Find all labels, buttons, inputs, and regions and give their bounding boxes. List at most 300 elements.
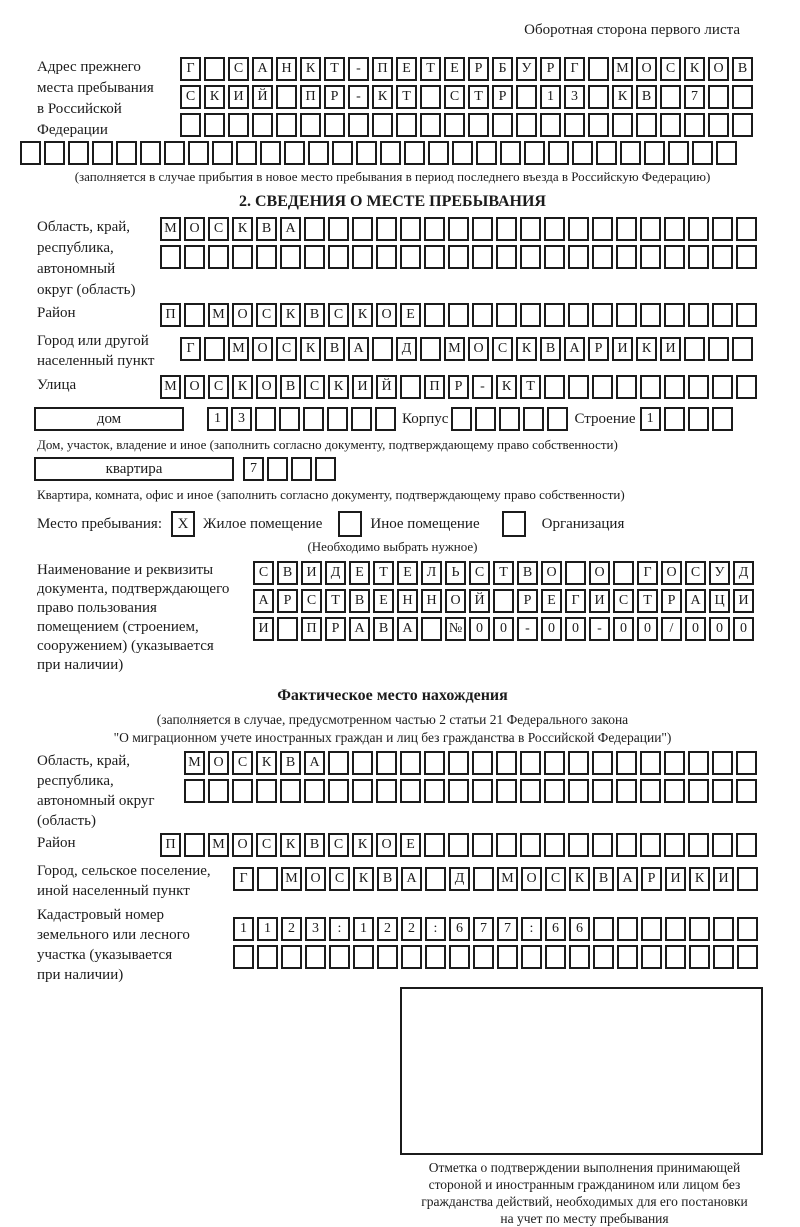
char-cell[interactable] (616, 751, 637, 775)
char-cell[interactable] (303, 407, 324, 431)
char-cell[interactable] (260, 141, 281, 165)
char-cell[interactable] (208, 779, 229, 803)
char-cell[interactable]: О (208, 751, 229, 775)
char-cell[interactable]: В (732, 57, 753, 81)
char-cell[interactable] (665, 917, 686, 941)
char-cell[interactable]: М (612, 57, 633, 81)
char-cell[interactable]: / (661, 617, 682, 641)
char-cell[interactable] (692, 141, 713, 165)
char-cell[interactable] (568, 245, 589, 269)
char-cell[interactable] (544, 217, 565, 241)
char-cell[interactable] (520, 303, 541, 327)
char-cell[interactable] (668, 141, 689, 165)
char-cell[interactable] (400, 217, 421, 241)
char-cell[interactable]: С (232, 751, 253, 775)
char-cell[interactable] (233, 945, 254, 969)
char-cell[interactable]: К (328, 375, 349, 399)
char-cell[interactable] (400, 751, 421, 775)
char-cell[interactable]: В (373, 617, 394, 641)
char-cell[interactable]: О (661, 561, 682, 585)
char-cell[interactable] (548, 141, 569, 165)
char-cell[interactable]: Р (641, 867, 662, 891)
char-cell[interactable]: К (280, 833, 301, 857)
char-cell[interactable] (544, 751, 565, 775)
char-cell[interactable]: А (617, 867, 638, 891)
char-cell[interactable] (257, 867, 278, 891)
char-cell[interactable]: Р (324, 85, 345, 109)
char-cell[interactable]: - (517, 617, 538, 641)
char-cell[interactable] (267, 457, 288, 481)
char-cell[interactable]: Т (637, 589, 658, 613)
char-cell[interactable]: 0 (565, 617, 586, 641)
char-cell[interactable] (708, 113, 729, 137)
char-cell[interactable]: 0 (685, 617, 706, 641)
char-cell[interactable] (641, 945, 662, 969)
char-cell[interactable]: И (612, 337, 633, 361)
char-cell[interactable] (421, 617, 442, 641)
s2-rayon-row[interactable] (160, 303, 760, 327)
char-cell[interactable] (689, 917, 710, 941)
char-cell[interactable] (448, 245, 469, 269)
char-cell[interactable] (520, 751, 541, 775)
char-cell[interactable] (304, 779, 325, 803)
char-cell[interactable] (572, 141, 593, 165)
char-cell[interactable] (496, 217, 517, 241)
char-cell[interactable] (500, 141, 521, 165)
char-cell[interactable]: В (593, 867, 614, 891)
char-cell[interactable] (640, 245, 661, 269)
char-cell[interactable] (324, 113, 345, 137)
char-cell[interactable]: 3 (564, 85, 585, 109)
char-cell[interactable] (140, 141, 161, 165)
char-cell[interactable] (521, 945, 542, 969)
char-cell[interactable]: М (444, 337, 465, 361)
char-cell[interactable]: К (300, 337, 321, 361)
char-cell[interactable]: 2 (281, 917, 302, 941)
char-cell[interactable]: 6 (449, 917, 470, 941)
char-cell[interactable] (232, 245, 253, 269)
doc-row-3[interactable] (253, 617, 757, 641)
char-cell[interactable]: М (497, 867, 518, 891)
char-cell[interactable]: О (445, 589, 466, 613)
char-cell[interactable]: М (184, 751, 205, 775)
char-cell[interactable]: Н (276, 57, 297, 81)
char-cell[interactable]: Т (324, 57, 345, 81)
char-cell[interactable]: О (541, 561, 562, 585)
char-cell[interactable] (568, 779, 589, 803)
char-cell[interactable] (545, 945, 566, 969)
char-cell[interactable] (736, 833, 757, 857)
char-cell[interactable] (496, 245, 517, 269)
char-cell[interactable]: Г (180, 57, 201, 81)
char-cell[interactable] (472, 217, 493, 241)
char-cell[interactable] (688, 833, 709, 857)
f-oblast-row-2[interactable] (184, 779, 760, 803)
char-cell[interactable] (356, 141, 377, 165)
char-cell[interactable]: К (636, 337, 657, 361)
char-cell[interactable] (732, 337, 753, 361)
char-cell[interactable]: У (516, 57, 537, 81)
stroenie-cells[interactable] (640, 407, 736, 431)
char-cell[interactable] (473, 867, 494, 891)
f-gorod-row[interactable] (233, 867, 761, 891)
char-cell[interactable]: И (589, 589, 610, 613)
char-cell[interactable]: П (301, 617, 322, 641)
char-cell[interactable]: 0 (637, 617, 658, 641)
char-cell[interactable] (640, 779, 661, 803)
char-cell[interactable] (315, 457, 336, 481)
char-cell[interactable] (400, 375, 421, 399)
char-cell[interactable] (708, 337, 729, 361)
char-cell[interactable] (520, 245, 541, 269)
char-cell[interactable]: Е (349, 561, 370, 585)
char-cell[interactable]: : (329, 917, 350, 941)
char-cell[interactable] (664, 245, 685, 269)
char-cell[interactable] (444, 113, 465, 137)
char-cell[interactable]: 0 (541, 617, 562, 641)
char-cell[interactable]: С (545, 867, 566, 891)
char-cell[interactable]: Т (373, 561, 394, 585)
char-cell[interactable]: О (184, 217, 205, 241)
char-cell[interactable] (736, 751, 757, 775)
char-cell[interactable] (640, 303, 661, 327)
char-cell[interactable]: Д (733, 561, 754, 585)
char-cell[interactable] (712, 833, 733, 857)
char-cell[interactable]: К (204, 85, 225, 109)
char-cell[interactable]: 1 (640, 407, 661, 431)
char-cell[interactable]: Й (252, 85, 273, 109)
char-cell[interactable] (737, 867, 758, 891)
char-cell[interactable]: С (304, 375, 325, 399)
char-cell[interactable]: О (305, 867, 326, 891)
char-cell[interactable]: 0 (469, 617, 490, 641)
char-cell[interactable]: О (636, 57, 657, 81)
char-cell[interactable]: М (160, 375, 181, 399)
char-cell[interactable] (328, 751, 349, 775)
char-cell[interactable] (279, 407, 300, 431)
char-cell[interactable] (732, 113, 753, 137)
char-cell[interactable] (636, 113, 657, 137)
s2-gorod-row[interactable] (180, 337, 756, 361)
char-cell[interactable]: М (281, 867, 302, 891)
char-cell[interactable] (664, 407, 685, 431)
char-cell[interactable]: В (324, 337, 345, 361)
char-cell[interactable]: Р (448, 375, 469, 399)
char-cell[interactable]: Й (376, 375, 397, 399)
char-cell[interactable] (20, 141, 41, 165)
char-cell[interactable] (277, 617, 298, 641)
char-cell[interactable] (44, 141, 65, 165)
char-cell[interactable] (592, 779, 613, 803)
f-rayon-row[interactable] (160, 833, 760, 857)
char-cell[interactable] (352, 779, 373, 803)
char-cell[interactable]: 2 (401, 917, 422, 941)
char-cell[interactable]: А (349, 617, 370, 641)
char-cell[interactable] (424, 303, 445, 327)
char-cell[interactable] (592, 245, 613, 269)
char-cell[interactable] (425, 867, 446, 891)
prev-address-row-4[interactable] (20, 141, 765, 165)
char-cell[interactable] (352, 217, 373, 241)
char-cell[interactable] (493, 589, 514, 613)
char-cell[interactable] (424, 217, 445, 241)
char-cell[interactable]: 1 (540, 85, 561, 109)
char-cell[interactable] (475, 407, 496, 431)
char-cell[interactable]: : (521, 917, 542, 941)
char-cell[interactable]: Р (588, 337, 609, 361)
char-cell[interactable]: Г (565, 589, 586, 613)
char-cell[interactable]: В (280, 751, 301, 775)
char-cell[interactable] (473, 945, 494, 969)
char-cell[interactable] (588, 57, 609, 81)
char-cell[interactable] (212, 141, 233, 165)
char-cell[interactable] (620, 141, 641, 165)
doc-row-1[interactable] (253, 561, 757, 585)
char-cell[interactable] (257, 945, 278, 969)
char-cell[interactable]: В (304, 833, 325, 857)
checkbox-org[interactable] (502, 511, 526, 537)
char-cell[interactable] (564, 113, 585, 137)
char-cell[interactable] (737, 917, 758, 941)
char-cell[interactable]: К (516, 337, 537, 361)
char-cell[interactable] (713, 945, 734, 969)
char-cell[interactable]: В (349, 589, 370, 613)
char-cell[interactable]: Г (564, 57, 585, 81)
char-cell[interactable] (376, 217, 397, 241)
char-cell[interactable]: У (709, 561, 730, 585)
dom-cells[interactable] (207, 407, 399, 431)
char-cell[interactable] (592, 833, 613, 857)
char-cell[interactable] (276, 85, 297, 109)
char-cell[interactable] (565, 561, 586, 585)
char-cell[interactable] (664, 751, 685, 775)
char-cell[interactable] (736, 217, 757, 241)
char-cell[interactable]: В (256, 217, 277, 241)
char-cell[interactable] (400, 245, 421, 269)
char-cell[interactable] (496, 779, 517, 803)
char-cell[interactable] (276, 113, 297, 137)
char-cell[interactable] (304, 245, 325, 269)
char-cell[interactable]: Ц (709, 589, 730, 613)
char-cell[interactable] (68, 141, 89, 165)
char-cell[interactable]: Е (373, 589, 394, 613)
char-cell[interactable] (424, 245, 445, 269)
char-cell[interactable] (593, 945, 614, 969)
char-cell[interactable]: К (689, 867, 710, 891)
char-cell[interactable] (736, 375, 757, 399)
char-cell[interactable]: № (445, 617, 466, 641)
char-cell[interactable]: К (280, 303, 301, 327)
char-cell[interactable] (592, 751, 613, 775)
char-cell[interactable] (476, 141, 497, 165)
char-cell[interactable] (184, 303, 205, 327)
char-cell[interactable]: О (184, 375, 205, 399)
char-cell[interactable] (236, 141, 257, 165)
char-cell[interactable]: Р (277, 589, 298, 613)
char-cell[interactable] (352, 245, 373, 269)
char-cell[interactable]: 7 (473, 917, 494, 941)
char-cell[interactable]: М (160, 217, 181, 241)
char-cell[interactable]: Т (325, 589, 346, 613)
char-cell[interactable]: В (304, 303, 325, 327)
char-cell[interactable]: 7 (684, 85, 705, 109)
char-cell[interactable]: В (280, 375, 301, 399)
char-cell[interactable]: Р (468, 57, 489, 81)
char-cell[interactable] (588, 85, 609, 109)
char-cell[interactable] (592, 303, 613, 327)
char-cell[interactable]: И (713, 867, 734, 891)
char-cell[interactable] (616, 375, 637, 399)
char-cell[interactable] (544, 245, 565, 269)
char-cell[interactable] (329, 945, 350, 969)
char-cell[interactable]: И (301, 561, 322, 585)
char-cell[interactable]: С (329, 867, 350, 891)
char-cell[interactable] (160, 245, 181, 269)
char-cell[interactable]: И (253, 617, 274, 641)
char-cell[interactable]: 1 (257, 917, 278, 941)
char-cell[interactable] (164, 141, 185, 165)
char-cell[interactable]: Й (469, 589, 490, 613)
char-cell[interactable] (736, 779, 757, 803)
char-cell[interactable] (569, 945, 590, 969)
char-cell[interactable]: В (540, 337, 561, 361)
char-cell[interactable]: К (372, 85, 393, 109)
char-cell[interactable] (616, 245, 637, 269)
char-cell[interactable] (664, 779, 685, 803)
char-cell[interactable] (452, 141, 473, 165)
char-cell[interactable]: К (352, 833, 373, 857)
char-cell[interactable] (616, 303, 637, 327)
char-cell[interactable] (372, 337, 393, 361)
char-cell[interactable]: С (208, 217, 229, 241)
char-cell[interactable] (376, 751, 397, 775)
char-cell[interactable]: - (348, 85, 369, 109)
char-cell[interactable]: С (276, 337, 297, 361)
char-cell[interactable]: Е (541, 589, 562, 613)
char-cell[interactable] (472, 245, 493, 269)
char-cell[interactable]: Д (449, 867, 470, 891)
char-cell[interactable] (424, 751, 445, 775)
char-cell[interactable] (376, 245, 397, 269)
char-cell[interactable] (568, 375, 589, 399)
char-cell[interactable]: А (401, 867, 422, 891)
char-cell[interactable]: 3 (231, 407, 252, 431)
char-cell[interactable] (688, 303, 709, 327)
s2-ulitsa-row[interactable] (160, 375, 760, 399)
char-cell[interactable] (400, 779, 421, 803)
char-cell[interactable] (252, 113, 273, 137)
char-cell[interactable] (641, 917, 662, 941)
char-cell[interactable] (516, 85, 537, 109)
char-cell[interactable] (592, 375, 613, 399)
char-cell[interactable] (736, 245, 757, 269)
char-cell[interactable] (497, 945, 518, 969)
char-cell[interactable] (568, 751, 589, 775)
char-cell[interactable] (688, 375, 709, 399)
char-cell[interactable]: О (232, 833, 253, 857)
char-cell[interactable] (568, 833, 589, 857)
char-cell[interactable] (256, 245, 277, 269)
char-cell[interactable]: Т (520, 375, 541, 399)
char-cell[interactable]: 1 (207, 407, 228, 431)
char-cell[interactable]: С (228, 57, 249, 81)
char-cell[interactable] (688, 407, 709, 431)
char-cell[interactable] (300, 113, 321, 137)
char-cell[interactable]: : (425, 917, 446, 941)
char-cell[interactable]: К (300, 57, 321, 81)
char-cell[interactable] (732, 85, 753, 109)
char-cell[interactable] (228, 113, 249, 137)
char-cell[interactable]: С (256, 833, 277, 857)
char-cell[interactable]: Е (400, 833, 421, 857)
char-cell[interactable]: К (569, 867, 590, 891)
kadastr-row-2[interactable] (233, 945, 761, 969)
char-cell[interactable]: С (660, 57, 681, 81)
char-cell[interactable]: Н (421, 589, 442, 613)
char-cell[interactable] (588, 113, 609, 137)
char-cell[interactable] (540, 113, 561, 137)
char-cell[interactable] (523, 407, 544, 431)
char-cell[interactable]: О (708, 57, 729, 81)
char-cell[interactable] (472, 303, 493, 327)
char-cell[interactable] (688, 245, 709, 269)
char-cell[interactable]: С (685, 561, 706, 585)
char-cell[interactable] (713, 917, 734, 941)
char-cell[interactable]: О (589, 561, 610, 585)
char-cell[interactable] (396, 113, 417, 137)
char-cell[interactable] (664, 375, 685, 399)
char-cell[interactable] (712, 217, 733, 241)
char-cell[interactable] (688, 779, 709, 803)
char-cell[interactable]: А (685, 589, 706, 613)
char-cell[interactable] (472, 751, 493, 775)
char-cell[interactable] (204, 57, 225, 81)
char-cell[interactable] (520, 217, 541, 241)
s2-oblast-row-2[interactable] (160, 245, 760, 269)
char-cell[interactable]: 1 (233, 917, 254, 941)
char-cell[interactable]: Т (420, 57, 441, 81)
char-cell[interactable] (644, 141, 665, 165)
char-cell[interactable] (404, 141, 425, 165)
char-cell[interactable] (305, 945, 326, 969)
char-cell[interactable] (736, 303, 757, 327)
char-cell[interactable]: 0 (709, 617, 730, 641)
char-cell[interactable]: К (353, 867, 374, 891)
char-cell[interactable] (401, 945, 422, 969)
char-cell[interactable]: С (613, 589, 634, 613)
char-cell[interactable] (664, 833, 685, 857)
char-cell[interactable] (351, 407, 372, 431)
char-cell[interactable] (232, 779, 253, 803)
char-cell[interactable]: Ь (445, 561, 466, 585)
char-cell[interactable] (712, 779, 733, 803)
char-cell[interactable] (660, 113, 681, 137)
char-cell[interactable] (640, 833, 661, 857)
char-cell[interactable]: Г (637, 561, 658, 585)
char-cell[interactable]: С (328, 303, 349, 327)
char-cell[interactable]: И (665, 867, 686, 891)
char-cell[interactable] (304, 217, 325, 241)
char-cell[interactable] (184, 779, 205, 803)
char-cell[interactable]: П (160, 833, 181, 857)
char-cell[interactable] (547, 407, 568, 431)
kvartira-cells[interactable] (243, 457, 339, 481)
char-cell[interactable]: С (208, 375, 229, 399)
char-cell[interactable] (520, 833, 541, 857)
char-cell[interactable]: Р (540, 57, 561, 81)
char-cell[interactable] (544, 779, 565, 803)
char-cell[interactable] (499, 407, 520, 431)
